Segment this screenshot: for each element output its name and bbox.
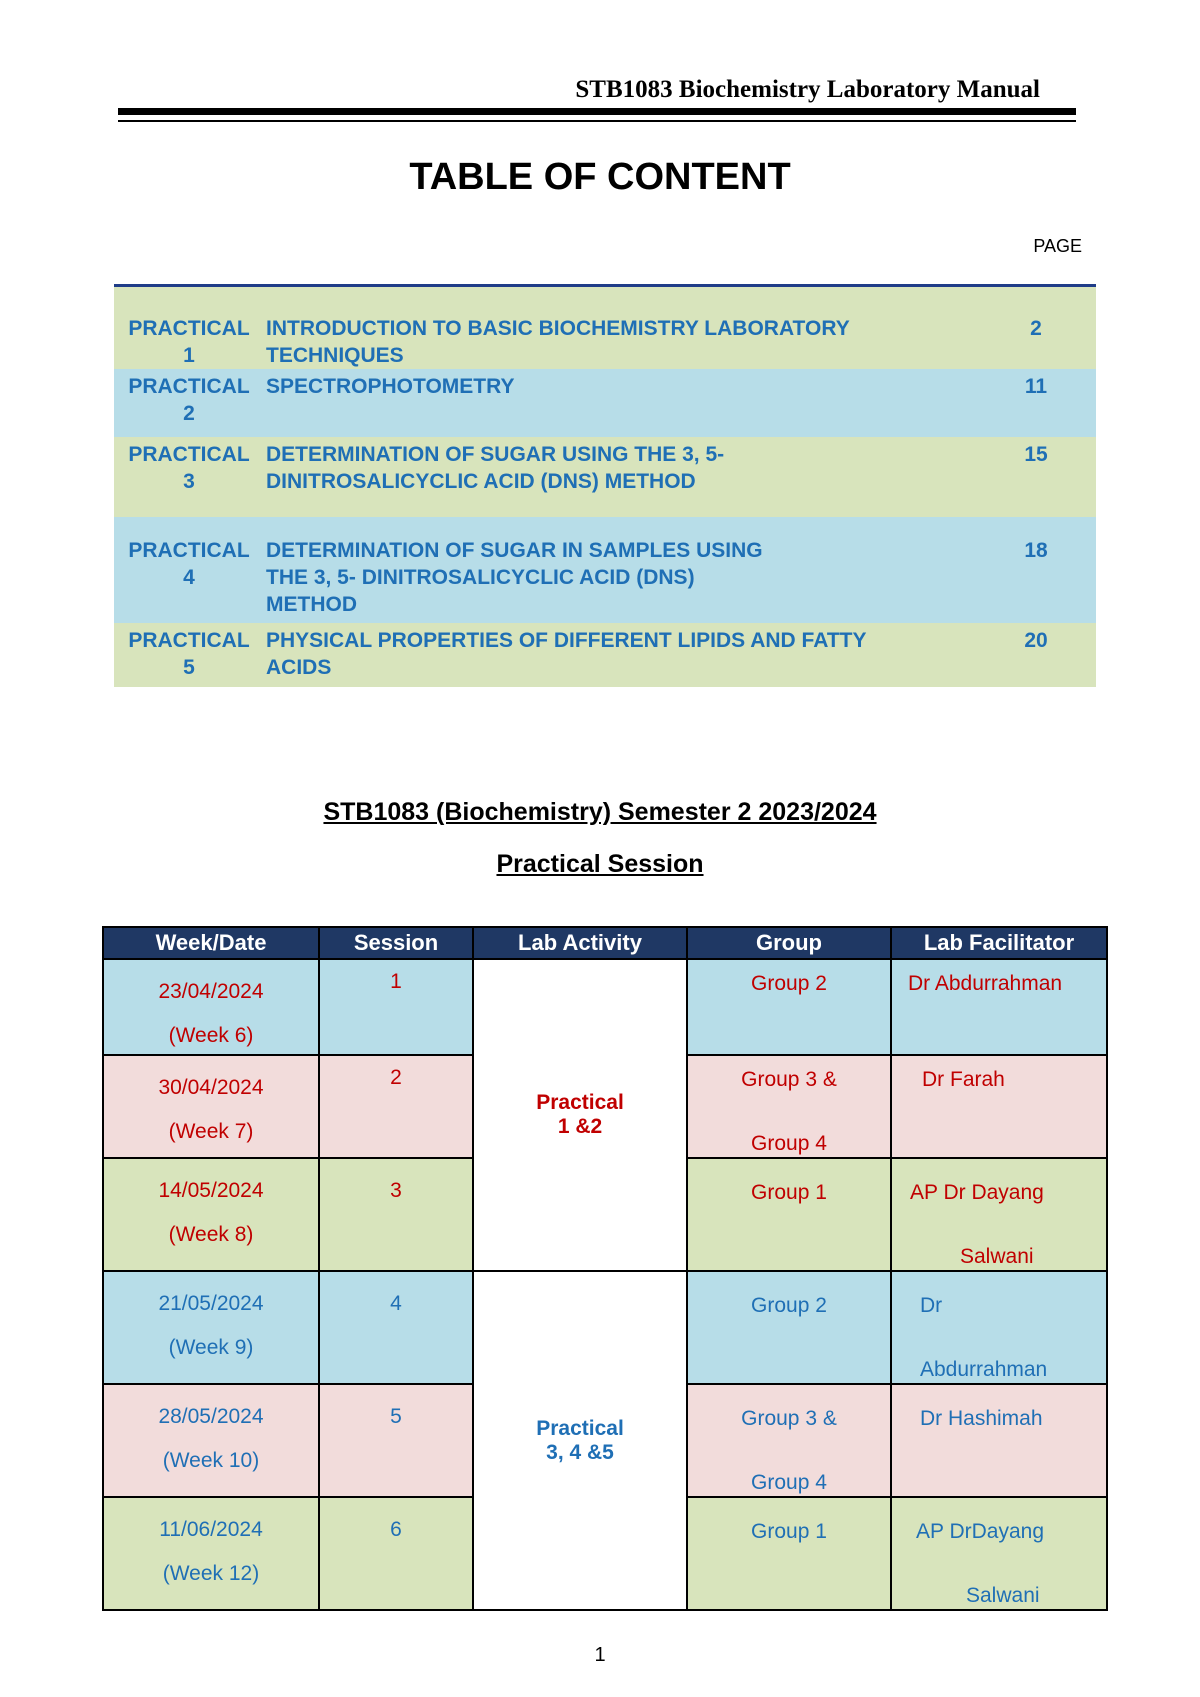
week-date-cell: 21/05/2024 (Week 9)	[103, 1271, 319, 1384]
toc-table	[114, 284, 1096, 687]
session-cell: 1	[319, 959, 473, 1055]
week-date-cell: 14/05/2024 (Week 8)	[103, 1158, 319, 1271]
group-cell: Group 2	[687, 959, 891, 1055]
table-row	[103, 1271, 1107, 1384]
week-date-cell: 30/04/2024 (Week 7)	[103, 1055, 319, 1158]
facilitator-cell: AP DrDayang Salwani	[891, 1497, 1107, 1610]
session-cell: 3	[319, 1158, 473, 1271]
group-cell: Group 2	[687, 1271, 891, 1384]
toc-title: TABLE OF CONTENT	[409, 156, 791, 198]
toc-practical: PRACTICAL 4	[128, 539, 250, 589]
toc-page-number: 15	[1024, 443, 1048, 466]
toc-page-number: 20	[1024, 629, 1048, 652]
toc-entry-title: SPECTROPHOTOMETRY	[266, 375, 515, 398]
toc-page-number: 18	[1024, 539, 1048, 562]
facilitator-cell: Dr Abdurrahman	[891, 1271, 1107, 1384]
col-header-group: Group	[687, 927, 891, 959]
page-number: 1	[594, 1644, 606, 1666]
col-header-activity: Lab Activity	[473, 927, 687, 959]
toc-row	[114, 369, 1096, 437]
header-rule-thick	[118, 108, 1076, 115]
toc-practical: PRACTICAL 3	[128, 443, 250, 493]
schedule-table	[102, 926, 1108, 1611]
week-date-cell: 11/06/2024 (Week 12)	[103, 1497, 319, 1610]
toc-entry-title: INTRODUCTION TO BASIC BIOCHEMISTRY LABORATORY TECHNIQUES	[264, 286, 976, 370]
week-date-cell: 28/05/2024 (Week 10)	[103, 1384, 319, 1497]
schedule-subtitle: Practical Session	[496, 850, 704, 878]
toc-row	[114, 286, 1096, 370]
session-cell: 4	[319, 1271, 473, 1384]
toc-entry-title: DETERMINATION OF SUGAR IN SAMPLES USING THE 3, 5- DINITROSALICYCLIC ACID (DNS) METHOD	[266, 539, 763, 616]
lab-activity-cell: Practical 1 &2	[473, 959, 687, 1271]
toc-row	[114, 437, 1096, 517]
header-rule-thin	[118, 120, 1076, 122]
facilitator-cell: AP Dr Dayang Salwani	[891, 1158, 1107, 1271]
toc-entry-title: DETERMINATION OF SUGAR USING THE 3, 5- DINITROSALICYCLIC ACID (DNS) METHOD	[266, 443, 725, 493]
session-cell: 6	[319, 1497, 473, 1610]
lab-activity-cell: Practical 3, 4 &5	[473, 1271, 687, 1610]
toc-practical: PRACTICAL 1	[114, 286, 264, 370]
toc-row	[114, 623, 1096, 687]
group-cell: Group 1	[687, 1158, 891, 1271]
col-header-session: Session	[319, 927, 473, 959]
toc-row	[114, 517, 1096, 623]
toc-page-number: 11	[1024, 375, 1048, 398]
schedule-title: STB1083 (Biochemistry) Semester 2 2023/2024	[323, 798, 877, 826]
week-date-cell: 23/04/2024 (Week 6)	[103, 959, 319, 1055]
group-cell: Group 1	[687, 1497, 891, 1610]
toc-page-number: 2	[976, 286, 1096, 370]
schedule-header-row	[103, 927, 1107, 959]
facilitator-cell: Dr Farah	[891, 1055, 1107, 1158]
col-header-week: Week/Date	[103, 927, 319, 959]
group-cell: Group 3 & Group 4	[687, 1055, 891, 1158]
table-row	[103, 959, 1107, 1055]
toc-practical: PRACTICAL 5	[128, 629, 250, 679]
facilitator-cell: Dr Abdurrahman	[891, 959, 1107, 1055]
running-header: STB1083 Biochemistry Laboratory Manual	[575, 76, 1040, 103]
facilitator-cell: Dr Hashimah	[891, 1384, 1107, 1497]
toc-practical: PRACTICAL 2	[128, 375, 250, 425]
group-cell: Group 3 & Group 4	[687, 1384, 891, 1497]
col-header-facilitator: Lab Facilitator	[891, 927, 1107, 959]
toc-page-label: PAGE	[1033, 236, 1082, 256]
session-cell: 5	[319, 1384, 473, 1497]
session-cell: 2	[319, 1055, 473, 1158]
toc-entry-title: PHYSICAL PROPERTIES OF DIFFERENT LIPIDS AND FATTY ACIDS	[266, 629, 867, 679]
